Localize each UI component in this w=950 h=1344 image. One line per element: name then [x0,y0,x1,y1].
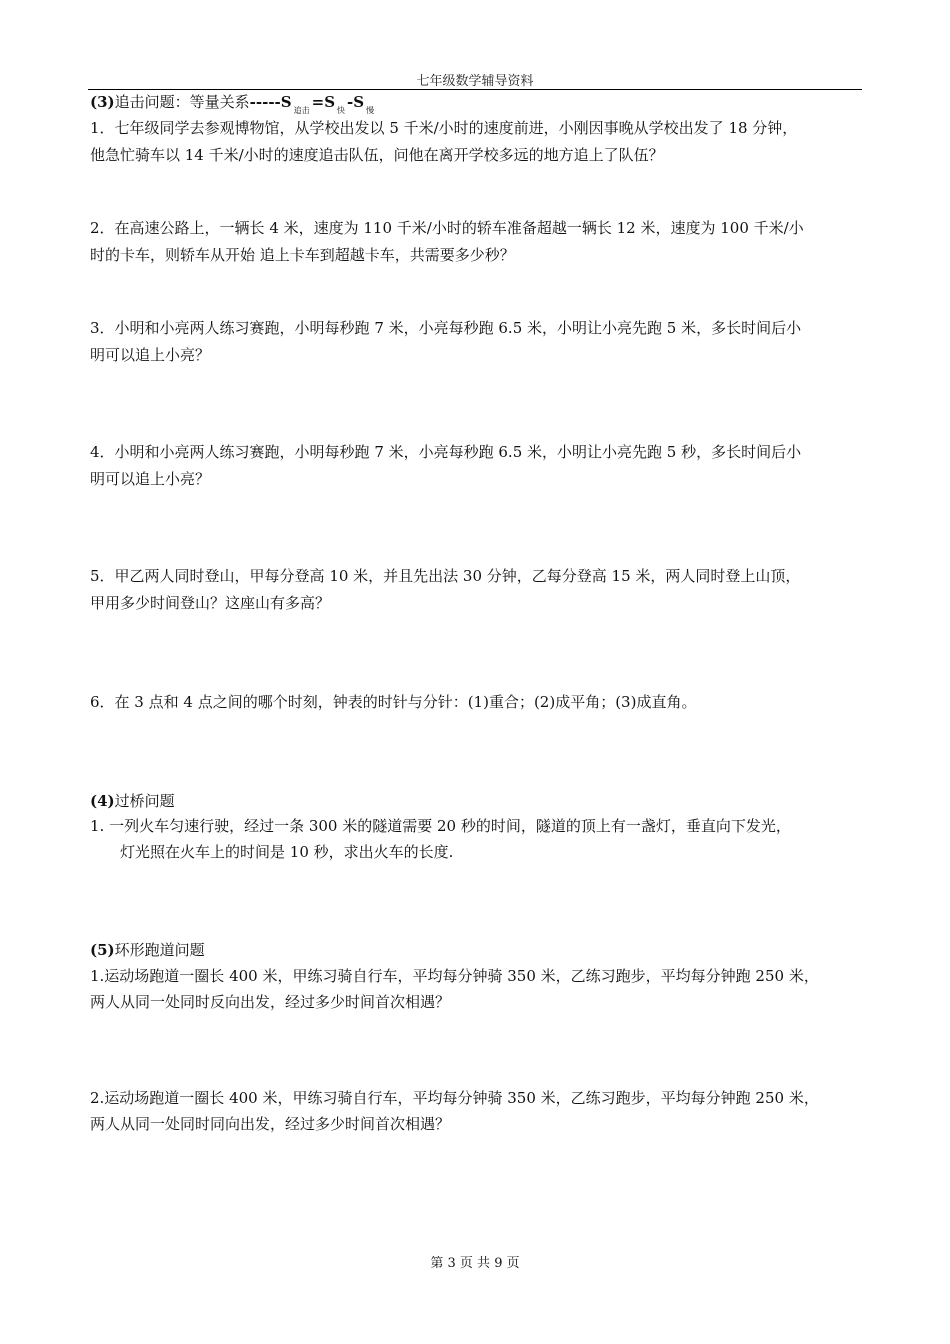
question-5-1-line-1: 1.运动场跑道一圈长 400 米，甲练习骑自行车，平均每分钟骑 350 米，乙练习跑步，平均每分钟跑 250 米， [90,967,819,985]
question-3-2-line-1: 2．在高速公路上，一辆长 4 米，速度为 110 千米/小时的轿车准备超越一辆长 12 米，速度为 100 千米/小 [90,219,804,237]
question-3-1-line-1: 1．七年级同学去参观博物馆，从学校出发以 5 千米/小时的速度前进，小刚因事晚从学校出发了 18 分钟， [90,119,798,137]
formula-sub-fast: 快 [337,106,346,115]
section-3-number: (3) [90,93,115,111]
question-4-1-line-1: 1. 一列火车匀速行驶，经过一条 300 米的隧道需要 20 秒的时间，隧道的顶上有一盏灯，垂直向下发光， [90,817,791,835]
question-3-4-line-1: 4．小明和小亮两人练习赛跑，小明每秒跑 7 米，小亮每秒跑 6.5 米，小明让小亮先跑 5 秒，多长时间后小 [90,443,802,461]
formula-sub-chase: 追击 [293,106,310,115]
question-3-3-line-1: 3．小明和小亮两人练习赛跑，小明每秒跑 7 米，小亮每秒跑 6.5 米，小明让小亮先跑 5 米，多长时间后小 [90,319,802,337]
question-5-1-line-2: 两人从同一处同时反向出发，经过多少时间首次相遇？ [90,993,451,1011]
section-4-heading [90,791,175,811]
question-5-2-line-1: 2.运动场跑道一圈长 400 米，甲练习骑自行车，平均每分钟骑 350 米，乙练习跑步，平均每分钟跑 250 米， [90,1089,819,1107]
question-3-6-line-1: 6．在 3 点和 4 点之间的哪个时刻，钟表的时针与分针：(1)重合；(2)成平角；(3)成直角。 [90,693,697,711]
section-4-title: 过桥问题 [114,792,175,810]
formula-minus: -S [347,93,365,111]
question-3-2-line-2: 时的卡车，则轿车从开始 追上卡车到超越卡车，共需要多少秒？ [90,246,515,264]
page-header: 七年级数学辅导资料 [416,74,534,89]
question-3-5-line-2: 甲用多少时间登山？这座山有多高？ [90,594,331,612]
section-5-title: 环形跑道问题 [114,941,205,959]
question-3-5-line-1: 5．甲乙两人同时登山，甲每分登高 10 米，并且先出法 30 分钟，乙每分登高 15 米，两人同时登上山顶， [90,567,801,585]
question-4-1-line-2: 灯光照在火车上的时间是 10 秒，求出火车的长度. [120,843,454,861]
question-3-4-line-2: 明可以追上小亮？ [90,470,211,488]
page-footer: 第 3 页 共 9 页 [430,1256,520,1271]
formula-s1: S [280,93,292,111]
section-4-number: (4) [90,792,115,810]
question-3-1-line-2: 他急忙骑车以 14 千米/小时的速度追击队伍，问他在离开学校多远的地方追上了队伍？ [90,146,664,164]
section-5-number: (5) [90,941,115,959]
section-3-heading [90,92,376,115]
section-5-heading [90,940,205,960]
section-3-title: 追击问题：等量关系 [114,93,250,111]
question-3-3-line-2: 明可以追上小亮？ [90,346,211,364]
header-divider [88,89,862,90]
formula-eq: =S [311,93,336,111]
question-5-2-line-2: 两人从同一处同时同向出发，经过多少时间首次相遇？ [90,1115,451,1133]
formula-sub-slow: 慢 [366,106,375,115]
formula-dashes: ----- [249,93,281,111]
